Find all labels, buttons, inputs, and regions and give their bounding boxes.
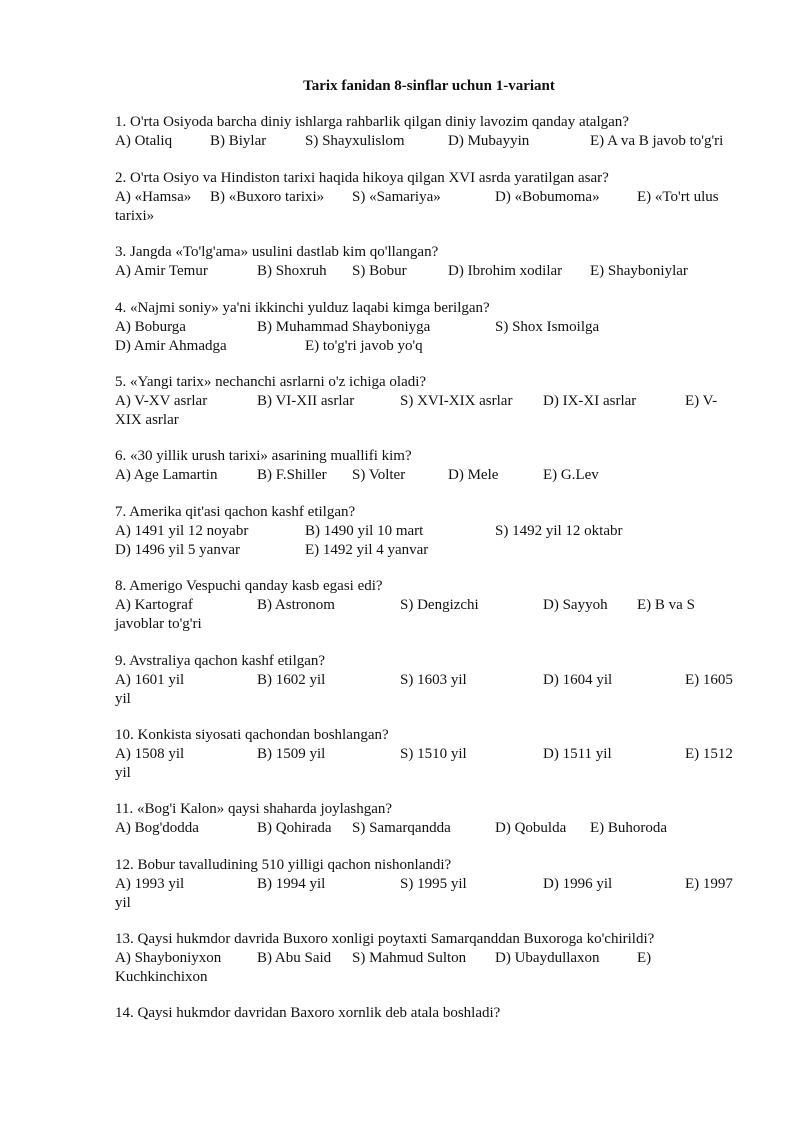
question-7-text: 7. Amerika qit'asi qachon kashf etilgan? [115, 504, 356, 520]
question-6-option-a: A) Age Lamartin [115, 467, 218, 483]
question-2-option-e: E) «To'rt ulus [637, 189, 719, 205]
question-4-option-a: A) Boburga [115, 319, 186, 335]
question-6-text: 6. «30 yillik urush tarixi» asarining muallifi kim? [115, 448, 412, 464]
question-8-option-e: E) B va S [637, 597, 695, 613]
question-2-option-s: S) «Samariya» [352, 189, 441, 205]
question-12-option-a: A) 1993 yil [115, 876, 185, 892]
question-10-option-s: S) 1510 yil [400, 746, 467, 762]
question-10-option-b: B) 1509 yil [257, 746, 326, 762]
question-9-option-s: S) 1603 yil [400, 672, 467, 688]
question-3-option-b: B) Shoxruh [257, 263, 327, 279]
question-3-option-d: D) Ibrohim xodilar [448, 263, 563, 279]
question-13-option-a: A) Shayboniyxon [115, 950, 222, 966]
question-14-text: 14. Qaysi hukmdor davridan Baxoro xornlik deb atala boshladi? [115, 1005, 501, 1021]
question-5-option-e: E) V- [685, 393, 718, 409]
question-11-option-s: S) Samarqandda [352, 820, 451, 836]
question-4-option-s: S) Shox Ismoilga [495, 319, 600, 335]
question-8-option-d: D) Sayyoh [543, 597, 608, 613]
question-7-option-e: E) 1492 yil 4 yanvar [305, 542, 429, 558]
question-2-option-b: B) «Buxoro tarixi» [210, 189, 325, 205]
question-8-option-s: S) Dengizchi [400, 597, 479, 613]
question-8-option-e-continued: javoblar to'g'ri [115, 616, 202, 632]
question-5-option-a: A) V-XV asrlar [115, 393, 208, 409]
question-9-text: 9. Avstraliya qachon kashf etilgan? [115, 653, 326, 669]
question-1-text: 1. O'rta Osiyoda barcha diniy ishlarga rahbarlik qilgan diniy lavozim qanday atalgan? [115, 114, 629, 130]
question-3-option-e: E) Shayboniylar [590, 263, 688, 279]
question-9-option-e: E) 1605 [685, 672, 733, 688]
question-2-option-e-continued: tarixi» [115, 208, 155, 224]
question-1-option-e: E) A va B javob to'g'ri [590, 133, 724, 149]
question-4-option-b: B) Muhammad Shayboniyga [257, 319, 431, 335]
question-3-text: 3. Jangda «To'lg'ama» usulini dastlab kim qo'llangan? [115, 244, 439, 260]
question-9-option-a: A) 1601 yil [115, 672, 185, 688]
question-10-option-a: A) 1508 yil [115, 746, 185, 762]
question-8-text: 8. Amerigo Vespuchi qanday kasb egasi edi? [115, 578, 383, 594]
question-2-option-d: D) «Bobumoma» [495, 189, 600, 205]
question-10-option-d: D) 1511 yil [543, 746, 612, 762]
question-5-option-d: D) IX-XI asrlar [543, 393, 637, 409]
question-10-text: 10. Konkista siyosati qachondan boshlangan? [115, 727, 389, 743]
question-9-option-e-continued: yil [115, 691, 131, 707]
question-7-option-b: B) 1490 yil 10 mart [305, 523, 424, 539]
question-13-option-e-continued: Kuchkinchixon [115, 969, 208, 985]
question-9-option-b: B) 1602 yil [257, 672, 326, 688]
question-1-option-d: D) Mubayyin [448, 133, 530, 149]
question-6-option-s: S) Volter [352, 467, 406, 483]
question-12-option-e: E) 1997 [685, 876, 733, 892]
question-1-option-b: B) Biylar [210, 133, 267, 149]
question-5-option-s: S) XVI-XIX asrlar [400, 393, 513, 409]
question-13-text: 13. Qaysi hukmdor davrida Buxoro xonligi poytaxti Samarqanddan Buxoroga ko'chirildi? [115, 931, 655, 947]
question-4-option-d: D) Amir Ahmadga [115, 338, 227, 354]
question-7-option-d: D) 1496 yil 5 yanvar [115, 542, 240, 558]
question-12-option-e-continued: yil [115, 895, 131, 911]
question-11-option-e: E) Buhoroda [590, 820, 668, 836]
question-11-option-a: A) Bog'dodda [115, 820, 199, 836]
question-10-option-e-continued: yil [115, 765, 131, 781]
question-10-option-e: E) 1512 [685, 746, 733, 762]
question-11-option-b: B) Qohirada [257, 820, 332, 836]
question-13-option-b: B) Abu Said [257, 950, 332, 966]
question-8-option-a: A) Kartograf [115, 597, 193, 613]
question-4-option-e: E) to'g'ri javob yo'q [305, 338, 423, 354]
question-11-text: 11. «Bog'i Kalon» qaysi shaharda joylashgan? [115, 801, 393, 817]
question-13-option-d: D) Ubaydullaxon [495, 950, 600, 966]
question-3-option-s: S) Bobur [352, 263, 407, 279]
question-7-option-a: A) 1491 yil 12 noyabr [115, 523, 249, 539]
question-12-option-d: D) 1996 yil [543, 876, 613, 892]
question-6-option-d: D) Mele [448, 467, 499, 483]
page-title: Tarix fanidan 8-sinflar uchun 1-variant [303, 78, 555, 94]
question-5-option-e-continued: XIX asrlar [115, 412, 179, 428]
question-12-option-s: S) 1995 yil [400, 876, 467, 892]
question-13-option-e: E) [637, 950, 652, 966]
question-7-option-s: S) 1492 yil 12 oktabr [495, 523, 623, 539]
question-6-option-e: E) G.Lev [543, 467, 599, 483]
question-11-option-d: D) Qobulda [495, 820, 567, 836]
question-12-text: 12. Bobur tavalludining 510 yilligi qachon nishonlandi? [115, 857, 452, 873]
question-5-text: 5. «Yangi tarix» nechanchi asrlarni o'z ichiga oladi? [115, 374, 427, 390]
question-13-option-s: S) Mahmud Sulton [352, 950, 467, 966]
question-6-option-b: B) F.Shiller [257, 467, 327, 483]
question-3-option-a: A) Amir Temur [115, 263, 208, 279]
question-4-text: 4. «Najmi soniy» ya'ni ikkinchi yulduz laqabi kimga berilgan? [115, 300, 490, 316]
question-1-option-a: A) Otaliq [115, 133, 173, 149]
question-2-text: 2. O'rta Osiyo va Hindiston tarixi haqida hikoya qilgan XVI asrda yaratilgan asar? [115, 170, 609, 186]
question-8-option-b: B) Astronom [257, 597, 335, 613]
question-1-option-s: S) Shayxulislom [305, 133, 405, 149]
question-9-option-d: D) 1604 yil [543, 672, 613, 688]
question-12-option-b: B) 1994 yil [257, 876, 326, 892]
question-5-option-b: B) VI-XII asrlar [257, 393, 355, 409]
question-2-option-a: A) «Hamsa» [115, 189, 192, 205]
